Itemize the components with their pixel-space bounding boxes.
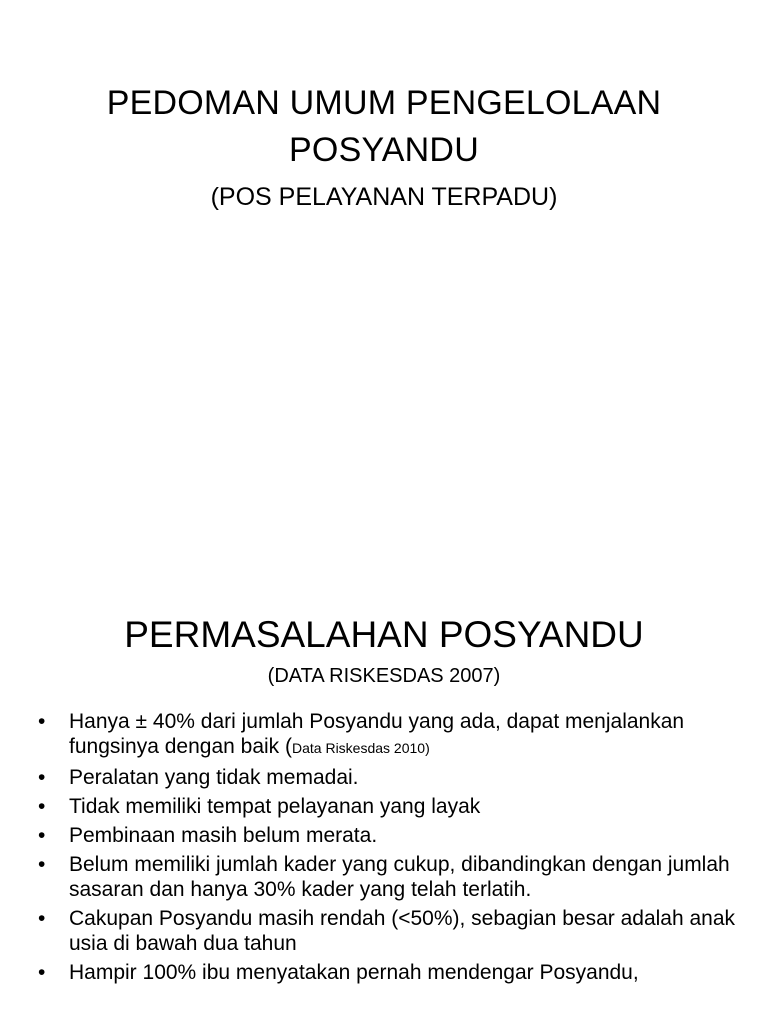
bullet-text: Tidak memiliki tempat pelayanan yang layak bbox=[69, 795, 481, 818]
bullet-dot-icon: • bbox=[38, 766, 46, 789]
slide-2-subtitle: (DATA RISKESDAS 2007) bbox=[267, 665, 501, 687]
bullet-text: Hampir 100% ibu menyatakan pernah mendengar Posyandu, bbox=[69, 961, 639, 984]
bullet-item bbox=[38, 794, 738, 819]
bullet-text: Pembinaan masih belum merata. bbox=[69, 824, 378, 847]
bullet-text: Peralatan yang tidak memadai. bbox=[69, 766, 359, 789]
bullet-text: Belum memiliki jumlah kader yang cukup, dibandingkan dengan jumlah sasaran dan hanya 30% kader yang telah terlatih. bbox=[69, 853, 730, 901]
bullet-dot-icon: • bbox=[38, 795, 46, 818]
bullet-item bbox=[38, 823, 738, 848]
bullet-dot-icon: • bbox=[38, 824, 46, 847]
bullet-item bbox=[38, 852, 738, 902]
bullet-dot-icon: • bbox=[38, 853, 46, 876]
slide-problems bbox=[0, 576, 768, 1024]
bullet-source-note: Data Riskesdas 2010) bbox=[292, 740, 430, 756]
bullet-item bbox=[38, 709, 738, 761]
slide-2-title: PERMASALAHAN POSYANDU bbox=[124, 614, 644, 655]
bullet-list bbox=[38, 709, 738, 989]
bullet-dot-icon: • bbox=[38, 907, 46, 930]
bullet-dot-icon: • bbox=[38, 710, 46, 733]
bullet-text: Cakupan Posyandu masih rendah (<50%), sebagian besar adalah anak usia di bawah dua tahun bbox=[69, 907, 736, 955]
bullet-text: Hanya ± 40% dari jumlah Posyandu yang ada, dapat menjalankan fungsinya dengan baik ( bbox=[69, 710, 685, 758]
slide-1-title-line-1: PEDOMAN UMUM PENGELOLAAN bbox=[106, 84, 662, 122]
slide-1-title bbox=[40, 80, 728, 174]
bullet-item bbox=[38, 765, 738, 790]
bullet-item bbox=[38, 906, 738, 956]
bullet-dot-icon: • bbox=[38, 961, 46, 984]
bullet-item bbox=[38, 960, 738, 985]
slide-1-subtitle: (POS PELAYANAN TERPADU) bbox=[210, 183, 558, 211]
slide-1-title-line-2: POSYANDU bbox=[289, 131, 479, 169]
